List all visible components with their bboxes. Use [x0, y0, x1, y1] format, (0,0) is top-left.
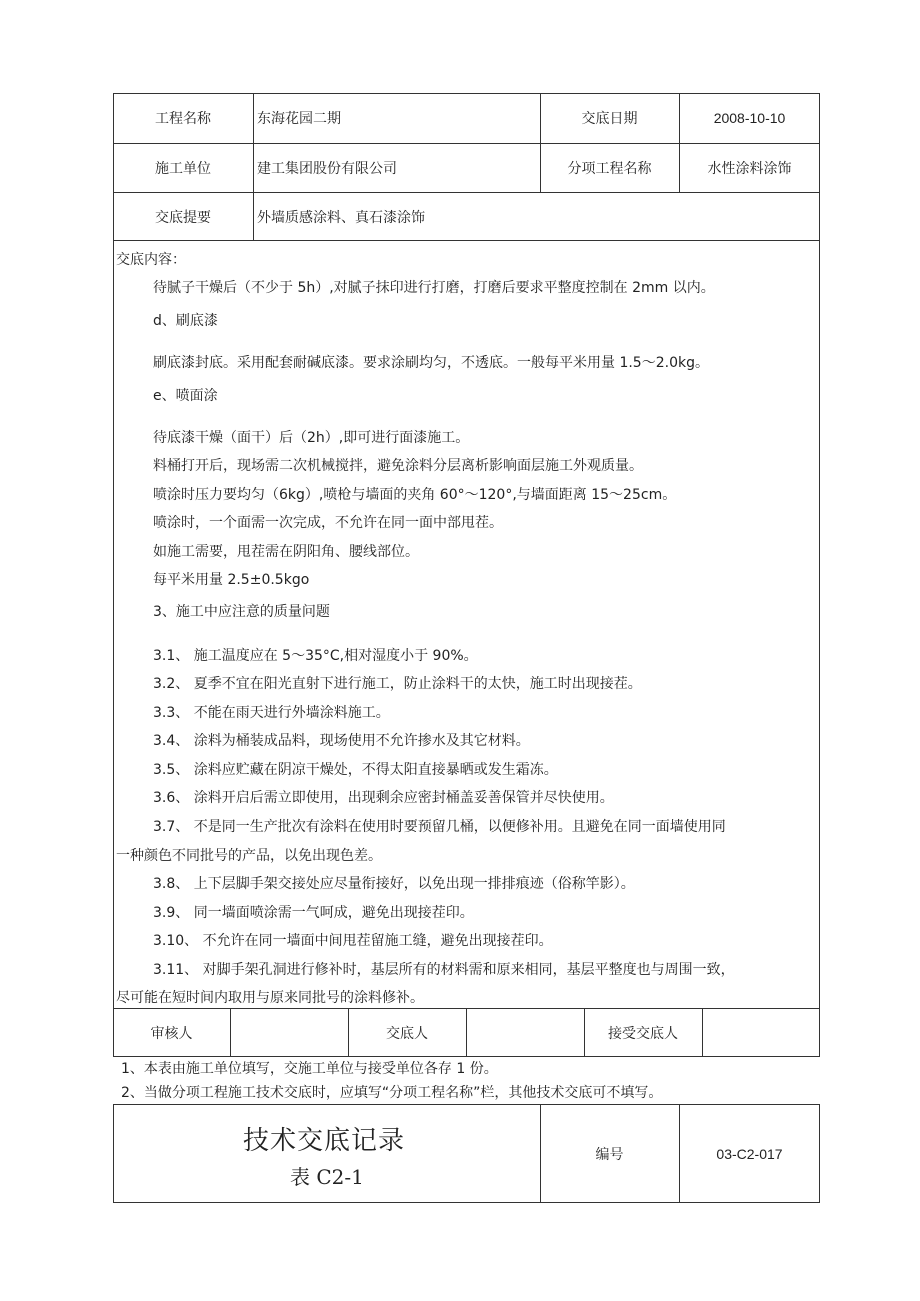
- content-line: 3.8、 上下层脚手架交接处应尽量衔接好，以免出现一排排痕迹（俗称竿影）。: [153, 876, 635, 892]
- content-label: 交底内容：: [116, 252, 186, 268]
- content-line: 待腻子干燥后（不少于 5h）,对腻子抹印进行打磨，打磨后要求平整度控制在 2mm 以内。: [153, 280, 715, 296]
- receiver-label: 接受交底人: [608, 1025, 678, 1042]
- form-title: 技术交底记录: [243, 1126, 406, 1156]
- date-label: 交底日期: [581, 111, 638, 127]
- content-line: 3.7、 不是同一生产批次有涂料在使用时要预留几桶，以便修补用。且避免在同一面墙使用同: [153, 819, 726, 835]
- content-line: e、喷面涂: [153, 388, 218, 404]
- content-line: 待底漆干燥（面干）后（2h）,即可进行面漆施工。: [153, 430, 470, 446]
- subproject-value: 水性涂料涂饰: [707, 160, 792, 177]
- content-line: 每平米用量 2.5±0.5kgo: [153, 572, 310, 588]
- content-line: 3.3、 不能在雨天进行外墙涂料施工。: [153, 705, 390, 721]
- content-line: 3.6、 涂料开启后需立即使用，出现剩余应密封桶盖妥善保管并尽快使用。: [153, 790, 614, 806]
- summary-value: 外墙质感涂料、真石漆涂饰: [257, 209, 425, 226]
- note-line: 1、本表由施工单位填写，交施工单位与接受单位各存 1 份。: [121, 1061, 498, 1077]
- presenter-field[interactable]: [467, 1009, 583, 1056]
- reviewer-label: 审核人: [150, 1025, 193, 1042]
- content-line: 一种颜色不同批号的产品，以免出现色差。: [116, 848, 382, 864]
- section-heading: 3、施工中应注意的质量问题: [153, 604, 330, 620]
- content-line: 3.5、 涂料应贮藏在阴凉干燥处，不得太阳直接暴晒或发生霜冻。: [153, 762, 558, 778]
- content-line: 尽可能在短时间内取用与原来同批号的涂料修补。: [116, 990, 424, 1006]
- content-line: 3.11、 对脚手架孔洞进行修补时，基层所有的材料需和原来相同，基层平整度也与周围一致，: [153, 962, 735, 978]
- number-label: 编号: [595, 1146, 624, 1163]
- receiver-field[interactable]: [703, 1009, 819, 1056]
- project-name-label: 工程名称: [155, 111, 211, 127]
- content-line: 3.4、 涂料为桶装成品料，现场使用不允许掺水及其它材料。: [153, 733, 530, 749]
- form-number: 03-C2-017: [716, 1145, 783, 1162]
- content-line: 料桶打开后，现场需二次机械搅拌，避免涂料分层离析影响面层施工外观质量。: [153, 458, 643, 474]
- content-line: 3.9、 同一墙面喷涂需一气呵成，避免出现接茬印。: [153, 905, 474, 921]
- form-id: 表 C2-1: [290, 1165, 364, 1189]
- project-name-value: 东海花园二期: [257, 111, 341, 127]
- content-line: 喷涂时，一个面需一次完成，不允许在同一面中部甩茬。: [153, 515, 503, 531]
- reviewer-field[interactable]: [231, 1009, 347, 1056]
- note-line: 2、当做分项工程施工技术交底时，应填写“分项工程名称”栏，其他技术交底可不填写。: [121, 1085, 663, 1101]
- content-line: 刷底漆封底。采用配套耐碱底漆。要求涂刷均匀，不透底。一般每平米用量 1.5～2.0kg。: [153, 355, 709, 371]
- content-line: 3.2、 夏季不宜在阳光直射下进行施工，防止涂料干的太快，施工时出现接茬。: [153, 676, 642, 692]
- content-line: 喷涂时压力要均匀（6kg）,喷枪与墙面的夹角 60°～120°,与墙面距离 15～25cm。: [153, 487, 677, 503]
- unit-value: 建工集团股份有限公司: [257, 160, 397, 177]
- content-line: 如施工需要，甩茬需在阴阳角、腰线部位。: [153, 544, 419, 560]
- unit-label: 施工单位: [155, 160, 211, 177]
- content-line: 3.1、 施工温度应在 5～35°C,相对湿度小于 90%。: [153, 648, 478, 664]
- content-line: d、刷底漆: [153, 313, 218, 329]
- content-line: 3.10、 不允许在同一墙面中间甩茬留施工缝，避免出现接茬印。: [153, 933, 553, 949]
- subproject-label: 分项工程名称: [567, 160, 652, 177]
- date-value: 2008-10-10: [713, 110, 786, 126]
- presenter-label: 交底人: [386, 1025, 428, 1042]
- summary-label: 交底提要: [155, 209, 211, 226]
